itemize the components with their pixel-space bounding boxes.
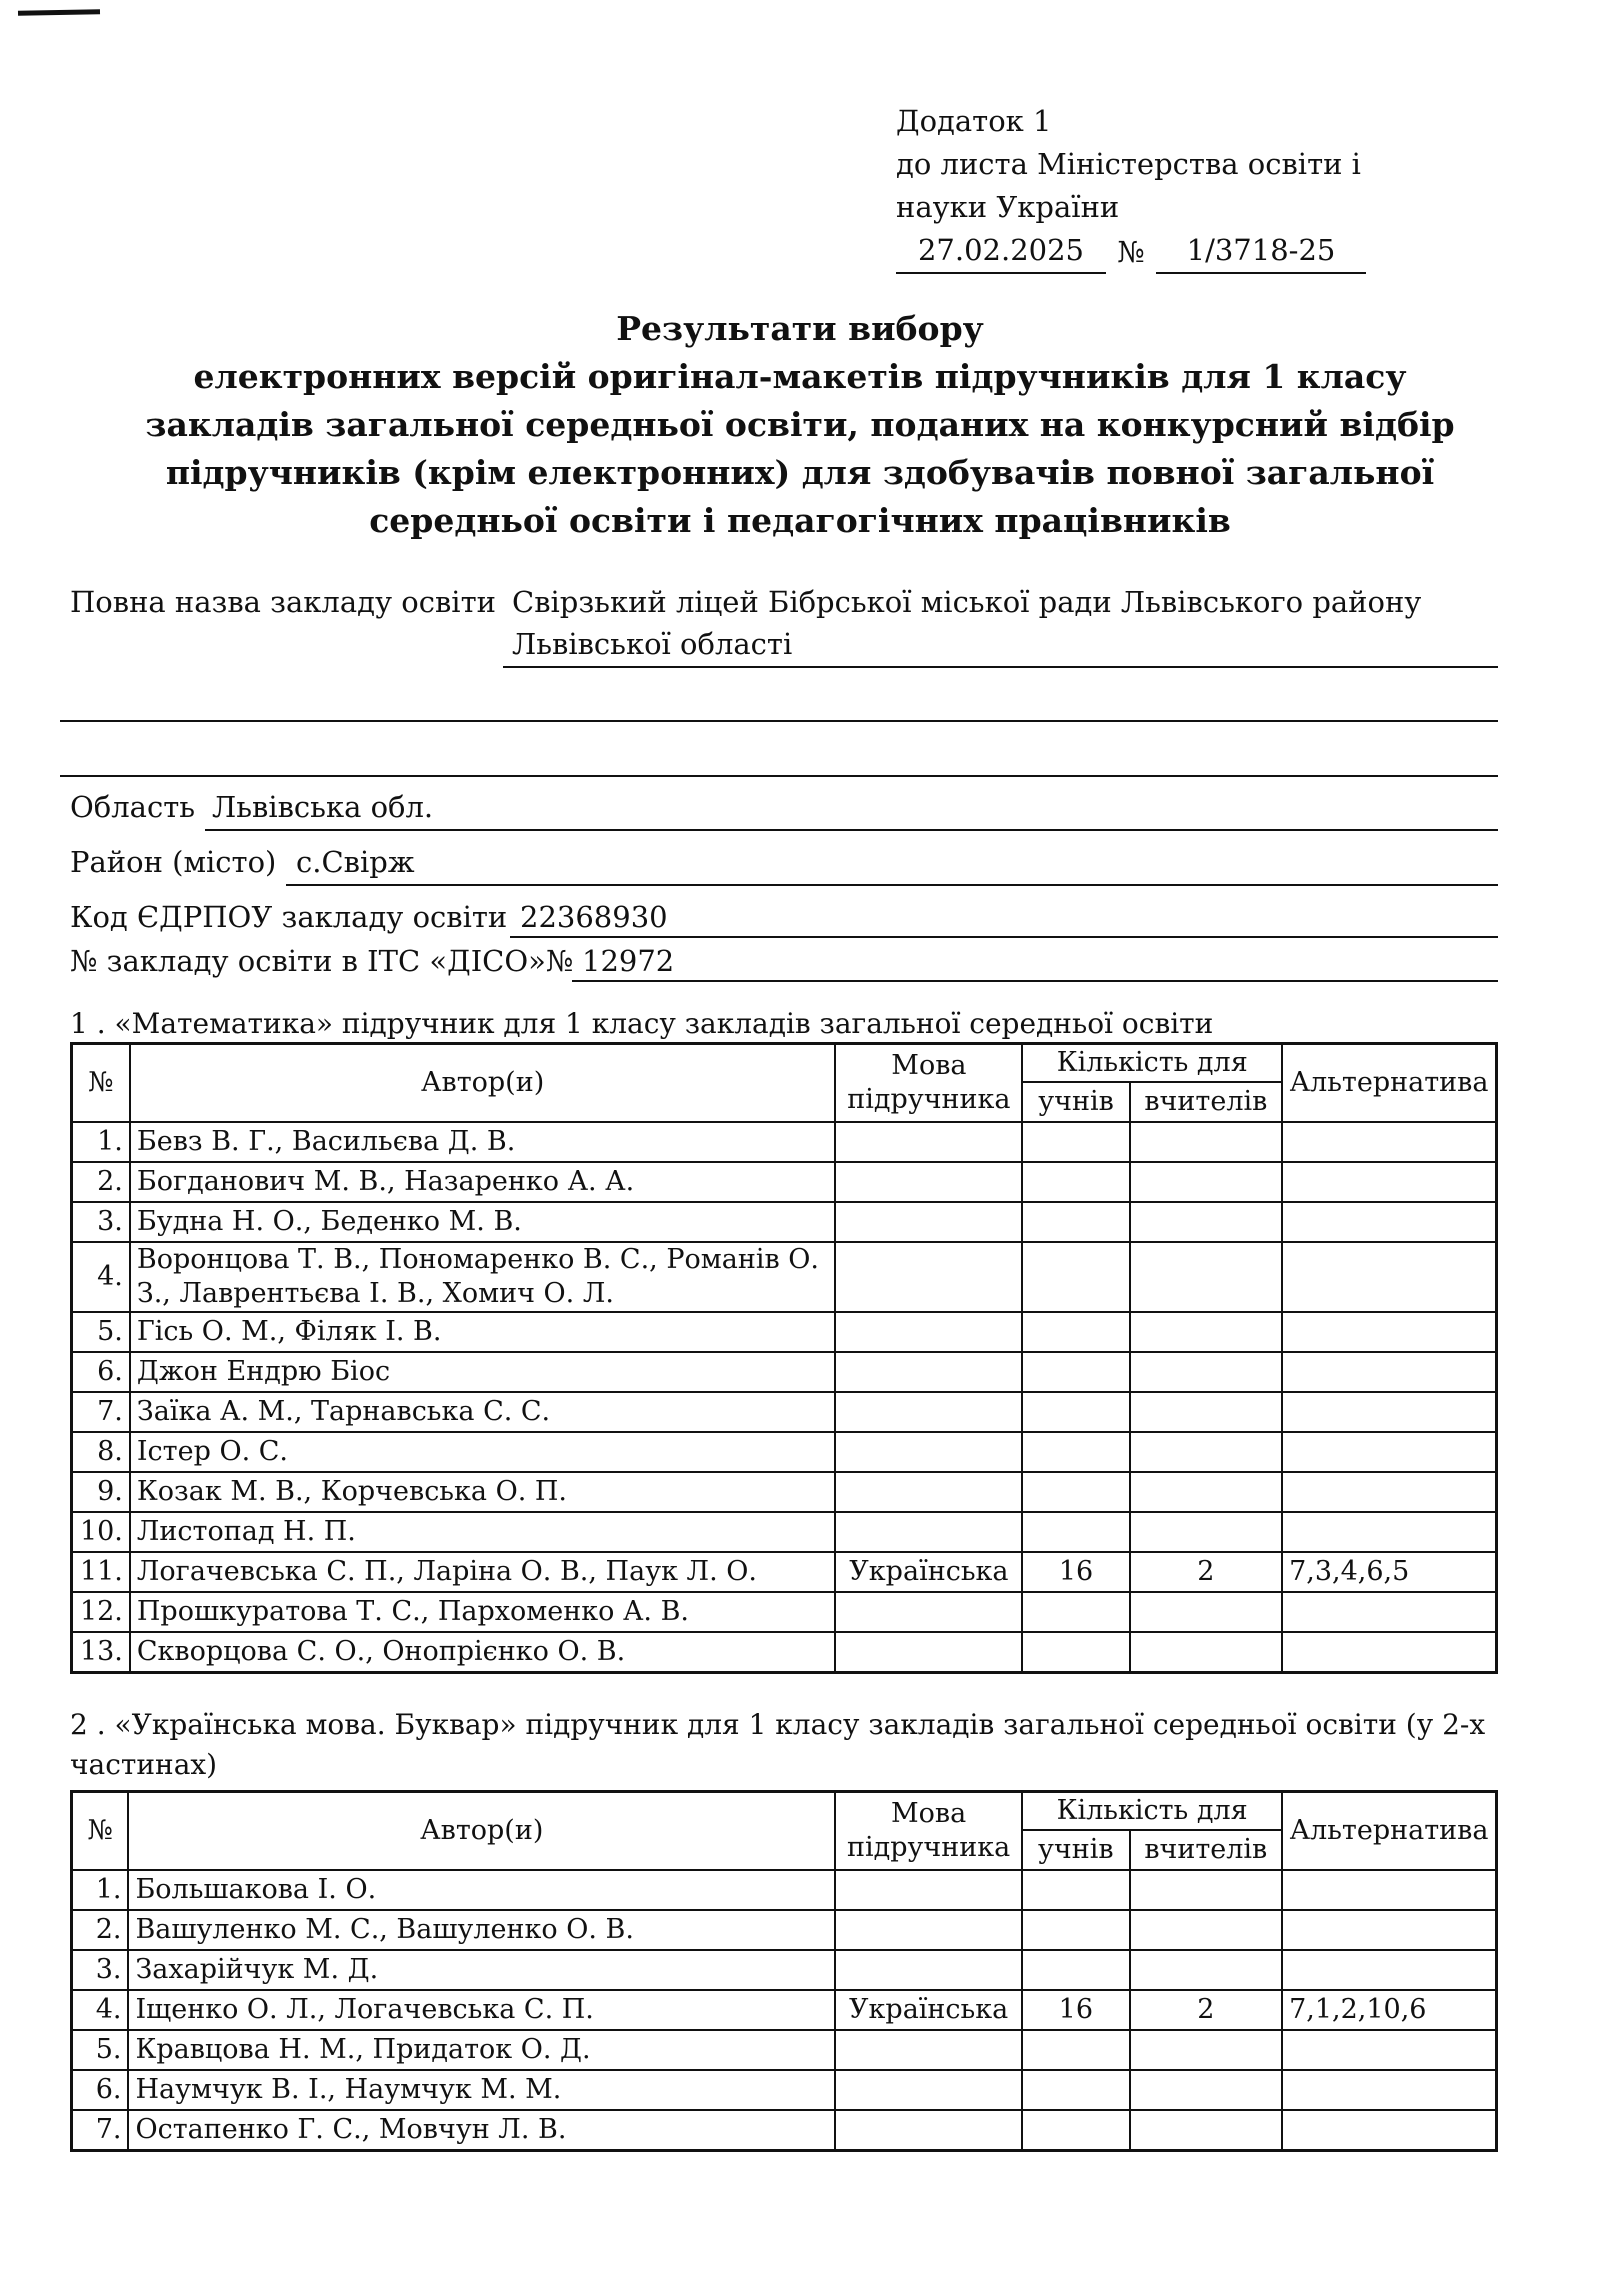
row-teachers-count <box>1130 1312 1282 1352</box>
row-number: 1. <box>72 1122 130 1162</box>
edrpou-label: Код ЄДРПОУ закладу освіти <box>70 900 508 934</box>
full-name-underline <box>503 666 1498 668</box>
table-row <box>72 1472 1497 1512</box>
header-language <box>835 1792 1022 1871</box>
section-2-caption: 2 . «Українська мова. Буквар» підручник для 1 класу закладів загальної середньої освіти (у 2-х частинах) <box>70 1708 1486 1781</box>
header-students: учнів <box>1022 1830 1129 1870</box>
header-no: № <box>72 1792 129 1871</box>
row-teachers-count <box>1130 1352 1282 1392</box>
row-teachers-count <box>1130 1950 1283 1990</box>
school-full-name-label: Повна назва закладу освіти <box>70 585 496 619</box>
row-number: 7. <box>72 1392 130 1432</box>
row-language <box>835 1910 1022 1950</box>
row-number: 2. <box>72 1910 129 1950</box>
row-alternative <box>1282 1202 1496 1242</box>
header-alternative: Альтернатива <box>1282 1792 1496 1871</box>
row-alternative <box>1282 1870 1496 1910</box>
row-number: 4. <box>72 1990 129 2030</box>
row-authors: Скворцова С. О., Онопрієнко О. В. <box>130 1632 836 1673</box>
row-language <box>835 1312 1022 1352</box>
row-authors: Джон Ендрю Біос <box>130 1352 836 1392</box>
header-alternative: Альтернатива <box>1282 1044 1496 1123</box>
row-authors: Логачевська С. П., Ларіна О. В., Паук Л. О. <box>130 1552 836 1592</box>
region-label: Область <box>70 790 196 824</box>
header-language-line-2: підручника <box>847 1084 1011 1115</box>
row-number: 3. <box>72 1202 130 1242</box>
row-authors: Наумчук В. І., Наумчук М. М. <box>128 2070 835 2110</box>
row-authors: Бевз В. Г., Васильєва Д. В. <box>130 1122 836 1162</box>
header-teachers: вчителів <box>1130 1082 1282 1122</box>
row-authors: Гісь О. М., Філяк І. В. <box>130 1312 836 1352</box>
edrpou-underline <box>510 936 1498 938</box>
section-1-caption: 1 . «Математика» підручник для 1 класу закладів загальної середньої освіти <box>70 1007 1214 1040</box>
row-teachers-count <box>1130 1512 1282 1552</box>
row-teachers-count <box>1130 2030 1283 2070</box>
row-students-count <box>1022 1472 1129 1512</box>
row-number: 5. <box>72 1312 130 1352</box>
row-students-count <box>1022 1432 1129 1472</box>
row-authors: Істер О. С. <box>130 1432 836 1472</box>
row-language <box>835 1512 1022 1552</box>
row-students-count <box>1022 1870 1129 1910</box>
row-authors: Заїка А. М., Тарнавська С. С. <box>130 1392 836 1432</box>
row-teachers-count <box>1130 1122 1282 1162</box>
row-language <box>835 1472 1022 1512</box>
table-row <box>72 1950 1497 1990</box>
row-language <box>835 2070 1022 2110</box>
header-quantity-for: Кількість для <box>1022 1792 1282 1831</box>
header-language-line-1: Мова <box>891 1798 967 1829</box>
row-number: 8. <box>72 1432 130 1472</box>
row-students-count <box>1022 1122 1129 1162</box>
row-authors: Листопад Н. П. <box>130 1512 836 1552</box>
district-underline <box>286 884 1498 886</box>
document-title <box>100 305 1500 545</box>
title-line-3: закладів загальної середньої освіти, поданих на конкурсний відбір <box>145 405 1455 444</box>
district-value: с.Свірж <box>296 845 415 879</box>
row-authors: Вашуленко М. С., Вашуленко О. В. <box>128 1910 835 1950</box>
row-students-count <box>1022 1512 1129 1552</box>
row-teachers-count: 2 <box>1130 1990 1283 2030</box>
table-row <box>72 2030 1497 2070</box>
row-number: 7. <box>72 2110 129 2151</box>
title-line-5: середньої освіти і педагогічних працівників <box>369 501 1231 540</box>
school-full-name-line-1: Свірзький ліцей Бібрської міської ради Львівського району <box>512 585 1422 619</box>
table-row <box>72 1202 1497 1242</box>
row-alternative <box>1282 1432 1496 1472</box>
row-alternative: 7,3,4,6,5 <box>1282 1552 1496 1592</box>
table-row <box>72 1312 1497 1352</box>
title-line-4: підручників (крім електронних) для здобувачів повної загальної <box>165 453 1435 492</box>
row-students-count <box>1022 1202 1129 1242</box>
header-language-line-2: підручника <box>847 1832 1011 1863</box>
row-language <box>835 2110 1022 2151</box>
row-authors: Захарійчук М. Д. <box>128 1950 835 1990</box>
table-row <box>72 1352 1497 1392</box>
row-teachers-count <box>1130 1472 1282 1512</box>
row-language <box>835 1592 1022 1632</box>
region-underline <box>205 829 1498 831</box>
row-teachers-count <box>1130 2110 1283 2151</box>
row-number: 9. <box>72 1472 130 1512</box>
row-students-count <box>1022 1352 1129 1392</box>
row-students-count <box>1022 1162 1129 1202</box>
row-alternative <box>1282 2070 1496 2110</box>
row-authors: Прошкуратова Т. С., Пархоменко А. В. <box>130 1592 836 1632</box>
row-alternative <box>1282 1392 1496 1432</box>
row-language <box>835 1432 1022 1472</box>
header-teachers: вчителів <box>1130 1830 1283 1870</box>
row-teachers-count <box>1130 1392 1282 1432</box>
row-students-count: 16 <box>1022 1552 1129 1592</box>
row-number: 13. <box>72 1632 130 1673</box>
header-language-line-1: Мова <box>891 1050 967 1081</box>
row-students-count <box>1022 1312 1129 1352</box>
row-teachers-count <box>1130 1162 1282 1202</box>
row-teachers-count <box>1130 1592 1282 1632</box>
row-language <box>835 1950 1022 1990</box>
row-students-count <box>1022 1592 1129 1632</box>
row-alternative <box>1282 1632 1496 1673</box>
row-number: 6. <box>72 1352 130 1392</box>
row-language <box>835 1122 1022 1162</box>
row-alternative <box>1282 1162 1496 1202</box>
row-alternative <box>1282 1910 1496 1950</box>
row-authors: Будна Н. О., Беденко М. В. <box>130 1202 836 1242</box>
row-language <box>835 1202 1022 1242</box>
table-row <box>72 1552 1497 1592</box>
row-teachers-count: 2 <box>1130 1552 1282 1592</box>
row-number: 10. <box>72 1512 130 1552</box>
row-alternative <box>1282 1122 1496 1162</box>
row-alternative: 7,1,2,10,6 <box>1282 1990 1496 2030</box>
row-teachers-count <box>1130 1632 1282 1673</box>
row-students-count <box>1022 2030 1129 2070</box>
row-language <box>835 1870 1022 1910</box>
school-full-name-line-2: Львівської області <box>512 627 793 661</box>
addendum-line-1: Додаток 1 <box>896 104 1052 138</box>
table-row <box>72 1870 1497 1910</box>
table-row <box>72 2070 1497 2110</box>
itc-underline <box>572 980 1498 982</box>
addendum-line-3: науки України <box>896 190 1120 224</box>
row-number: 3. <box>72 1950 129 1990</box>
row-authors: Остапенко Г. С., Мовчун Л. В. <box>128 2110 835 2151</box>
header-students: учнів <box>1022 1082 1129 1122</box>
row-alternative <box>1282 1950 1496 1990</box>
row-language <box>835 1352 1022 1392</box>
row-teachers-count <box>1130 1202 1282 1242</box>
row-number: 2. <box>72 1162 130 1202</box>
row-language: Українська <box>835 1552 1022 1592</box>
row-language <box>835 1162 1022 1202</box>
table-row <box>72 2110 1497 2151</box>
header-no: № <box>72 1044 130 1123</box>
table-row <box>72 1162 1497 1202</box>
row-authors: Кравцова Н. М., Придаток О. Д. <box>128 2030 835 2070</box>
row-students-count <box>1022 1392 1129 1432</box>
row-alternative <box>1282 1512 1496 1552</box>
row-authors: Іщенко О. Л., Логачевська С. П. <box>128 1990 835 2030</box>
table-row <box>72 1242 1497 1312</box>
addendum-block <box>896 100 1366 274</box>
header-authors: Автор(и) <box>130 1044 836 1123</box>
row-students-count: 16 <box>1022 1990 1129 2030</box>
row-students-count <box>1022 1950 1129 1990</box>
row-students-count <box>1022 2070 1129 2110</box>
title-line-2: електронних версій оригінал-макетів підручників для 1 класу <box>193 357 1407 396</box>
edrpou-value: 22368930 <box>520 900 668 934</box>
letter-reference <box>896 229 1366 274</box>
row-authors: Богданович М. В., Назаренко А. А. <box>130 1162 836 1202</box>
row-teachers-count <box>1130 2070 1283 2110</box>
table-row <box>72 1432 1497 1472</box>
row-alternative <box>1282 2030 1496 2070</box>
itc-label: № закладу освіти в ІТС «ДІСО»№ <box>70 944 574 978</box>
row-authors: Большакова І. О. <box>128 1870 835 1910</box>
row-number: 12. <box>72 1592 130 1632</box>
blank-line-1 <box>60 720 1498 722</box>
row-alternative <box>1282 2110 1496 2151</box>
row-students-count <box>1022 1242 1129 1312</box>
row-language <box>835 1242 1022 1312</box>
row-alternative <box>1282 1592 1496 1632</box>
addendum-line-2: до листа Міністерства освіти і <box>896 147 1361 181</box>
row-teachers-count <box>1130 1910 1283 1950</box>
row-language <box>835 1392 1022 1432</box>
letter-number: 1/3718-25 <box>1156 229 1366 274</box>
row-language: Українська <box>835 1990 1022 2030</box>
row-teachers-count <box>1130 1432 1282 1472</box>
blank-line-2 <box>60 775 1498 777</box>
row-students-count <box>1022 1632 1129 1673</box>
row-alternative <box>1282 1472 1496 1512</box>
header-language <box>835 1044 1022 1123</box>
table-row <box>72 1910 1497 1950</box>
row-number: 4. <box>72 1242 130 1312</box>
row-students-count <box>1022 2110 1129 2151</box>
row-authors: Воронцова Т. В., Пономаренко В. С., Романів О. З., Лаврентьєва І. В., Хомич О. Л. <box>130 1242 836 1312</box>
row-authors: Козак М. В., Корчевська О. П. <box>130 1472 836 1512</box>
table-row <box>72 1392 1497 1432</box>
letter-date: 27.02.2025 <box>896 229 1106 274</box>
district-label: Район (місто) <box>70 845 277 879</box>
table-row <box>72 1122 1497 1162</box>
row-number: 6. <box>72 2070 129 2110</box>
scan-artifact-mark <box>18 9 100 15</box>
header-authors: Автор(и) <box>128 1792 835 1871</box>
row-language <box>835 2030 1022 2070</box>
table-row <box>72 1990 1497 2030</box>
row-alternative <box>1282 1242 1496 1312</box>
section-1-table <box>70 1042 1498 1674</box>
row-alternative <box>1282 1352 1496 1392</box>
table-row <box>72 1632 1497 1673</box>
row-alternative <box>1282 1312 1496 1352</box>
region-value: Львівська обл. <box>212 790 434 824</box>
row-language <box>835 1632 1022 1673</box>
row-number: 5. <box>72 2030 129 2070</box>
row-teachers-count <box>1130 1242 1282 1312</box>
row-number: 11. <box>72 1552 130 1592</box>
itc-value: 12972 <box>582 944 675 978</box>
title-line-1: Результати вибору <box>616 309 984 348</box>
row-teachers-count <box>1130 1870 1283 1910</box>
number-sign: № <box>1117 235 1145 269</box>
section-2-table <box>70 1790 1498 2152</box>
table-row <box>72 1512 1497 1552</box>
table-row <box>72 1592 1497 1632</box>
row-number: 1. <box>72 1870 129 1910</box>
row-students-count <box>1022 1910 1129 1950</box>
header-quantity-for: Кількість для <box>1022 1044 1282 1083</box>
